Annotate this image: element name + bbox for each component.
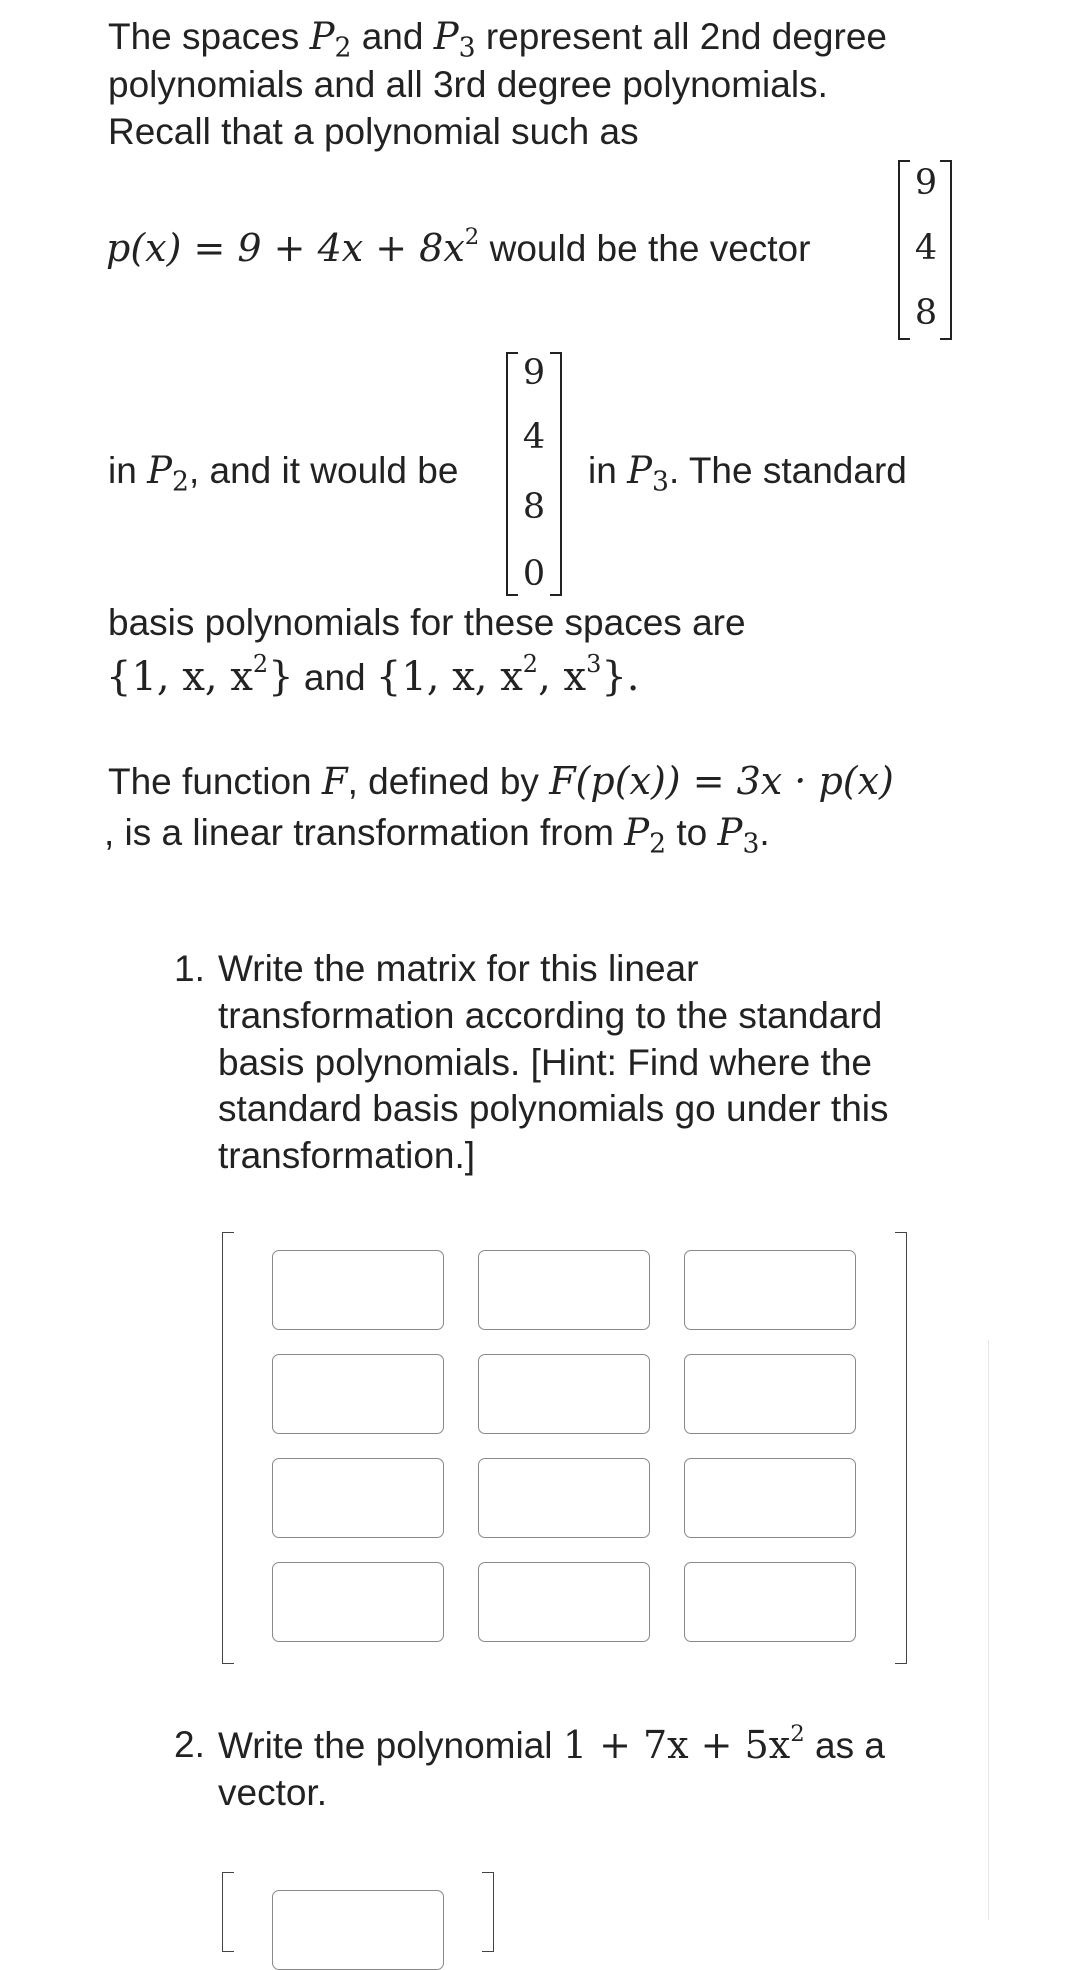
vector-p3-right-bracket <box>550 352 562 596</box>
matrix-right-bracket <box>895 1232 907 1664</box>
vector-p3-entry: 8 <box>522 487 546 527</box>
matrix-cell-r2-c1[interactable] <box>272 1354 444 1434</box>
function-def-line-1: The function F, defined by F(p(x)) = 3x · p(x) <box>108 759 894 803</box>
in-p3-text: in $P_3$. The standard <box>588 449 907 498</box>
question-2-line-1: Write the polynomial $1 + 7x + 5x^2$ as a <box>218 1720 885 1767</box>
matrix-cell-r1-c1[interactable] <box>272 1250 444 1330</box>
vector-input-cell-1[interactable] <box>272 1890 444 1970</box>
matrix-cell-r4-c3[interactable] <box>684 1562 856 1642</box>
question-1-line: basis polynomials. [Hint: Find where the <box>218 1042 872 1083</box>
p2-symbol: $P_2$ <box>309 15 352 64</box>
matrix-cell-r3-c2[interactable] <box>478 1458 650 1538</box>
vector-p2-entry: 4 <box>914 228 938 268</box>
matrix-cell-r2-c3[interactable] <box>684 1354 856 1434</box>
p3-symbol: $P_3$ <box>433 15 476 64</box>
vector-p2-entry: 8 <box>914 293 938 333</box>
matrix-cell-r1-c3[interactable] <box>684 1250 856 1330</box>
vector-p2-right-bracket <box>940 160 952 340</box>
matrix-cell-r1-c2[interactable] <box>478 1250 650 1330</box>
page-divider-line <box>988 1340 989 1920</box>
question-1-line: standard basis polynomials go under this <box>218 1088 889 1129</box>
function-formula: F(p(x)) = 3x · p(x) <box>549 759 894 803</box>
matrix-cell-r4-c1[interactable] <box>272 1562 444 1642</box>
intro-line-3: Recall that a polynomial such as <box>108 111 639 152</box>
matrix-left-bracket <box>222 1232 234 1664</box>
basis-sets: {1, x, $x^2$} and {1, x, $x^2$, $x^3$}. <box>106 650 640 700</box>
vector-p3-entry: 9 <box>522 353 546 393</box>
polynomial-expression: $p(x) = 9 + 4x + 8x^2$ <box>106 223 480 270</box>
intro-line-2: polynomials and all 3rd degree polynomials. <box>108 64 828 105</box>
vector-p2-entry: 9 <box>914 163 938 203</box>
matrix-cell-r3-c1[interactable] <box>272 1458 444 1538</box>
matrix-cell-r3-c3[interactable] <box>684 1458 856 1538</box>
vector-input-right-bracket <box>482 1872 494 1952</box>
question-1-line: Write the matrix for this linear <box>218 948 699 989</box>
basis-p2-set: {1, x, $x^2$} <box>106 650 294 700</box>
basis-line: basis polynomials for these spaces are <box>108 602 746 643</box>
vector-p3-entry: 0 <box>522 554 546 594</box>
question-2-number: 2. <box>174 1724 205 1765</box>
vector-p3-entry: 4 <box>522 417 546 457</box>
vector-input-left-bracket <box>222 1872 234 1952</box>
basis-p3-set: {1, x, $x^2$, $x^3$}. <box>375 650 640 700</box>
polynomial-example-line: $p(x) = 9 + 4x + 8x^2$ would be the vector <box>106 223 811 270</box>
question-2-line-2: vector. <box>218 1772 327 1813</box>
question-1-line: transformation according to the standard <box>218 995 883 1036</box>
question-1-line: transformation.] <box>218 1135 476 1176</box>
function-def-line-2: , is a linear transformation from $P_2$ to $P_3$. <box>104 811 770 860</box>
question-1-number: 1. <box>174 948 205 989</box>
question-2-polynomial: $1 + 7x + 5x^2$ <box>562 1720 805 1767</box>
intro-line-1: The spaces $P_2$ and $P_3$ represent all 2nd degree <box>108 15 887 64</box>
in-p2-text: in $P_2$, and it would be <box>108 449 459 498</box>
matrix-cell-r4-c2[interactable] <box>478 1562 650 1642</box>
matrix-cell-r2-c2[interactable] <box>478 1354 650 1434</box>
